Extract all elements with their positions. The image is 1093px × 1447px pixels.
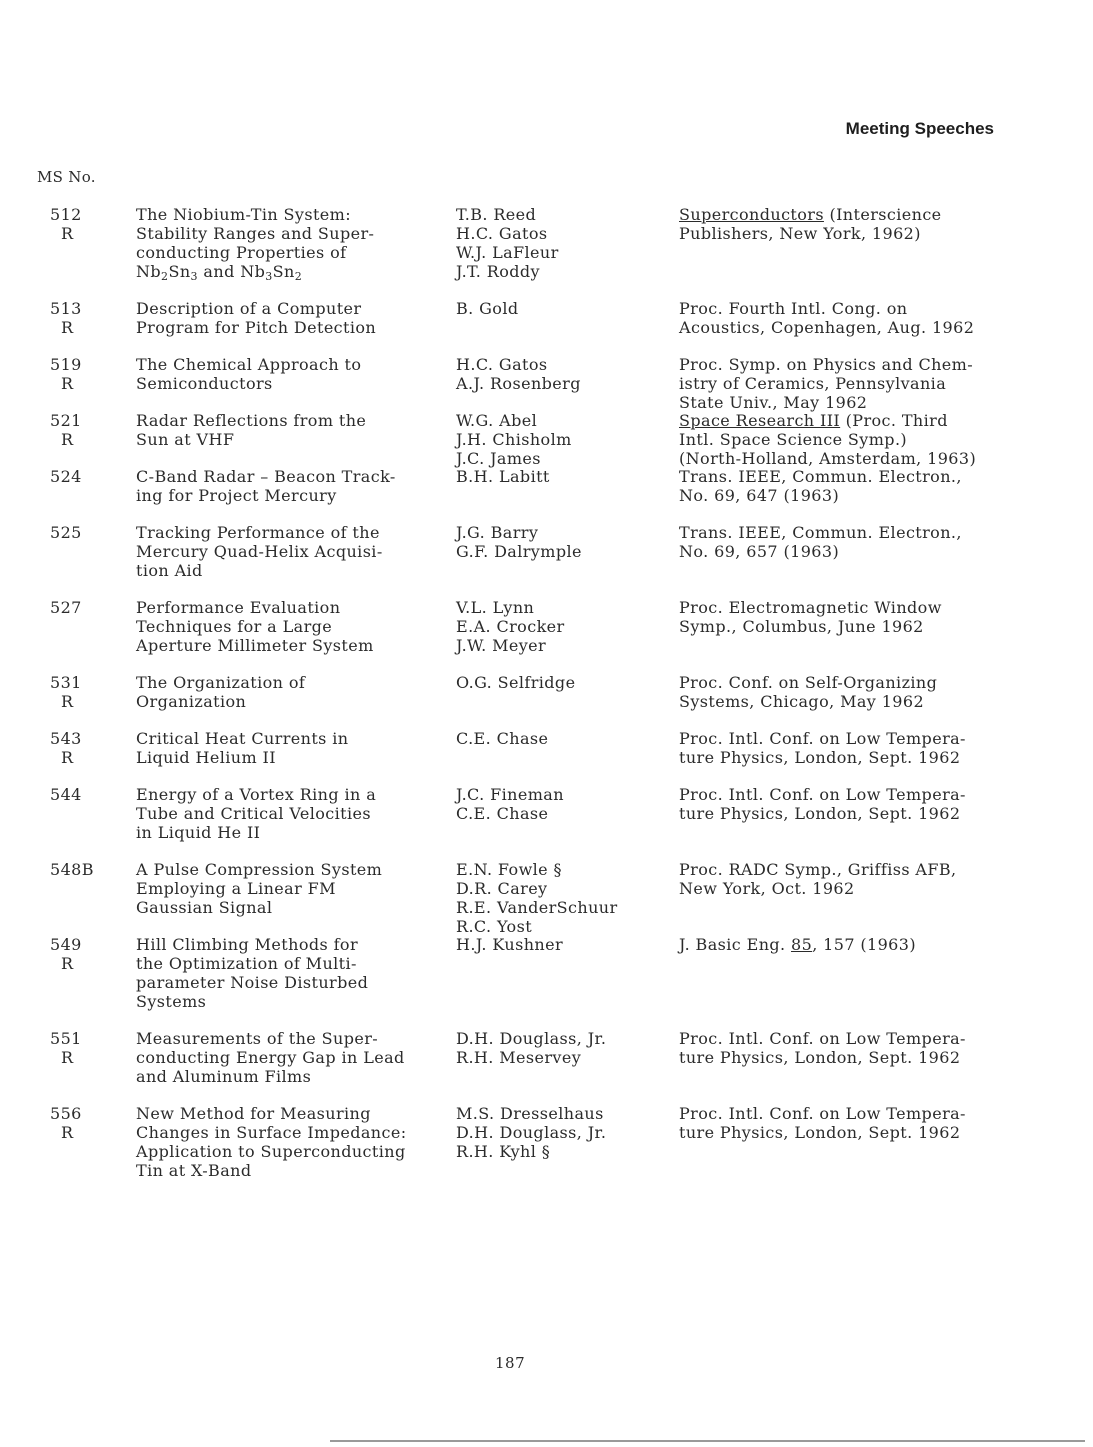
formula-line — [136, 262, 441, 281]
report-flag: R — [61, 430, 74, 449]
ms-no-label: MS No. — [37, 168, 96, 186]
author-name: D.H. Douglass, Jr. — [456, 1029, 607, 1048]
ms-number — [50, 1104, 110, 1142]
publication-rest: , 157 (1963) — [812, 935, 916, 954]
author-name: J.W. Meyer — [456, 636, 547, 655]
author-name: R.C. Yost — [456, 917, 533, 936]
author-name: V.L. Lynn — [456, 598, 535, 617]
publication-line: ture Physics, London, Sept. 1962 — [679, 804, 961, 823]
title-line: A Pulse Compression System — [136, 860, 383, 879]
publication-line: Symp., Columbus, June 1962 — [679, 617, 924, 636]
publication-line: ture Physics, London, Sept. 1962 — [679, 1123, 961, 1142]
author-name: A.J. Rosenberg — [456, 374, 581, 393]
speech-title — [136, 205, 441, 281]
publication — [679, 860, 1059, 898]
publication-line: Proc. Intl. Conf. on Low Tempera- — [679, 1029, 966, 1048]
author-name: G.F. Dalrymple — [456, 542, 582, 561]
report-flag: R — [61, 954, 74, 973]
list-item — [0, 785, 1093, 842]
list-item — [0, 598, 1093, 655]
ms-number — [50, 1029, 110, 1067]
list-item — [0, 1029, 1093, 1086]
authors — [456, 673, 666, 692]
formula-sub: 3 — [190, 270, 198, 283]
publication-line: Trans. IEEE, Commun. Electron., — [679, 523, 962, 542]
author-name: R.H. Meservey — [456, 1048, 582, 1067]
list-item — [0, 860, 1093, 936]
speech-title — [136, 598, 441, 655]
author-name: J.G. Barry — [456, 523, 539, 542]
author-name: B.H. Labitt — [456, 467, 550, 486]
publication-line: (North-Holland, Amsterdam, 1963) — [679, 449, 977, 468]
authors — [456, 205, 666, 281]
publication-line: Proc. Intl. Conf. on Low Tempera- — [679, 729, 966, 748]
publication-line: Trans. IEEE, Commun. Electron., — [679, 467, 962, 486]
authors — [456, 598, 666, 655]
speech-title — [136, 467, 441, 505]
ms-number-value: 549 — [50, 935, 82, 954]
author-name: H.C. Gatos — [456, 224, 548, 243]
publication-line — [679, 935, 1059, 954]
author-name: T.B. Reed — [456, 205, 537, 224]
publication-line: Acoustics, Copenhagen, Aug. 1962 — [679, 318, 975, 337]
publication-line: New York, Oct. 1962 — [679, 879, 855, 898]
author-name: E.A. Crocker — [456, 617, 565, 636]
ms-number-value: 543 — [50, 729, 82, 748]
title-line: tion Aid — [136, 561, 203, 580]
formula-sub: 3 — [265, 270, 273, 283]
ms-number-value: 531 — [50, 673, 82, 692]
ms-number-value: 527 — [50, 598, 82, 617]
ms-number-value: 548B — [50, 860, 94, 879]
title-line: Tracking Performance of the — [136, 523, 380, 542]
title-line: in Liquid He II — [136, 823, 261, 842]
title-line: conducting Properties of — [136, 243, 347, 262]
publication-line: No. 69, 657 (1963) — [679, 542, 840, 561]
title-line: Description of a Computer — [136, 299, 362, 318]
author-name: M.S. Dresselhaus — [456, 1104, 604, 1123]
publication — [679, 467, 1059, 505]
page-header: Meeting Speeches — [845, 119, 994, 138]
title-line: Sun at VHF — [136, 430, 235, 449]
ms-number-value: 525 — [50, 523, 82, 542]
title-line: Radar Reflections from the — [136, 411, 367, 430]
author-name: R.H. Kyhl § — [456, 1142, 551, 1161]
publication-line: No. 69, 647 (1963) — [679, 486, 840, 505]
title-line: Liquid Helium II — [136, 748, 276, 767]
author-name: R.E. VanderSchuur — [456, 898, 618, 917]
publication-line: Proc. Electromagnetic Window — [679, 598, 942, 617]
title-line: ing for Project Mercury — [136, 486, 337, 505]
title-line: Energy of a Vortex Ring in a — [136, 785, 377, 804]
publication-rest: (Proc. Third — [840, 411, 948, 430]
title-line: The Organization of — [136, 673, 306, 692]
formula-part: Nb — [240, 262, 266, 281]
publication-line: Proc. RADC Symp., Griffiss AFB, — [679, 860, 957, 879]
authors — [456, 411, 666, 468]
speech-title — [136, 1104, 441, 1180]
publication-rest: (Interscience — [823, 205, 942, 224]
report-flag: R — [61, 224, 74, 243]
speech-title — [136, 299, 441, 337]
title-line: The Niobium-Tin System: — [136, 205, 352, 224]
list-item — [0, 523, 1093, 580]
ms-number — [50, 729, 110, 767]
report-flag: R — [61, 748, 74, 767]
formula-part: Nb — [136, 262, 162, 281]
authors — [456, 355, 666, 393]
ms-number — [50, 860, 110, 879]
author-name: D.H. Douglass, Jr. — [456, 1123, 607, 1142]
list-item — [0, 355, 1093, 412]
title-line: Measurements of the Super- — [136, 1029, 379, 1048]
title-line: Systems — [136, 992, 207, 1011]
publication — [679, 355, 1059, 412]
speech-title — [136, 1029, 441, 1086]
authors — [456, 1104, 666, 1161]
title-line: Techniques for a Large — [136, 617, 333, 636]
publication — [679, 523, 1059, 561]
ms-number — [50, 299, 110, 337]
report-flag: R — [61, 318, 74, 337]
list-item — [0, 205, 1093, 281]
author-name: O.G. Selfridge — [456, 673, 576, 692]
speech-title — [136, 673, 441, 711]
publication — [679, 598, 1059, 636]
ms-number-value: 556 — [50, 1104, 82, 1123]
list-item — [0, 411, 1093, 468]
publication-underlined: 85 — [791, 935, 813, 954]
author-name: J.C. Fineman — [456, 785, 564, 804]
formula-sub: 2 — [294, 270, 303, 283]
formula-part: Sn — [168, 262, 191, 281]
title-line: parameter Noise Disturbed — [136, 973, 369, 992]
publication — [679, 411, 1059, 468]
authors — [456, 935, 666, 954]
page-number: 187 — [495, 1354, 526, 1372]
title-line: Organization — [136, 692, 247, 711]
publication-line: Proc. Intl. Conf. on Low Tempera- — [679, 785, 966, 804]
title-line: The Chemical Approach to — [136, 355, 362, 374]
ms-number-value: 524 — [50, 467, 82, 486]
list-item — [0, 299, 1093, 337]
publication — [679, 1029, 1059, 1067]
author-name: B. Gold — [456, 299, 519, 318]
author-name: H.C. Gatos — [456, 355, 548, 374]
publication-line: Proc. Intl. Conf. on Low Tempera- — [679, 1104, 966, 1123]
author-name: J.T. Roddy — [456, 262, 540, 281]
author-name: E.N. Fowle § — [456, 860, 562, 879]
publication-line: State Univ., May 1962 — [679, 393, 868, 412]
author-name: J.C. James — [456, 449, 541, 468]
author-name: W.G. Abel — [456, 411, 538, 430]
title-line: Critical Heat Currents in — [136, 729, 349, 748]
publication — [679, 299, 1059, 337]
author-name: C.E. Chase — [456, 729, 549, 748]
speech-title — [136, 355, 441, 393]
authors — [456, 523, 666, 561]
speech-title — [136, 860, 441, 917]
speech-list — [0, 205, 1093, 1198]
bottom-rule — [330, 1440, 1085, 1442]
publication-line: Intl. Space Science Symp.) — [679, 430, 908, 449]
author-name: J.H. Chisholm — [456, 430, 572, 449]
ms-number — [50, 205, 110, 243]
report-flag: R — [61, 1123, 74, 1142]
publication-line: Publishers, New York, 1962) — [679, 224, 921, 243]
ms-number-value: 551 — [50, 1029, 82, 1048]
publication — [679, 729, 1059, 767]
ms-number — [50, 935, 110, 973]
list-item — [0, 1104, 1093, 1180]
ms-number-value: 513 — [50, 299, 82, 318]
title-line: and Aluminum Films — [136, 1067, 312, 1086]
publication — [679, 1104, 1059, 1142]
publication-underlined: Superconductors — [679, 205, 824, 224]
report-flag: R — [61, 692, 74, 711]
report-flag: R — [61, 1048, 74, 1067]
title-line: Aperture Millimeter System — [136, 636, 374, 655]
speech-title — [136, 785, 441, 842]
title-line: Changes in Surface Impedance: — [136, 1123, 407, 1142]
ms-number — [50, 598, 110, 617]
title-line: Gaussian Signal — [136, 898, 273, 917]
publication-line — [679, 411, 1059, 430]
title-line: Hill Climbing Methods for — [136, 935, 358, 954]
formula-and: and — [197, 262, 241, 281]
publication — [679, 673, 1059, 711]
author-name: W.J. LaFleur — [456, 243, 559, 262]
publication-line: ture Physics, London, Sept. 1962 — [679, 1048, 961, 1067]
publication-line: Proc. Fourth Intl. Cong. on — [679, 299, 908, 318]
list-item — [0, 935, 1093, 1011]
title-line: Tube and Critical Velocities — [136, 804, 372, 823]
title-line: Program for Pitch Detection — [136, 318, 377, 337]
authors — [456, 299, 666, 318]
title-line: conducting Energy Gap in Lead — [136, 1048, 405, 1067]
title-line: Tin at X-Band — [136, 1161, 252, 1180]
ms-number — [50, 673, 110, 711]
ms-number — [50, 523, 110, 542]
ms-number — [50, 785, 110, 804]
speech-title — [136, 729, 441, 767]
publication — [679, 785, 1059, 823]
speech-title — [136, 935, 441, 1011]
publication-line: Systems, Chicago, May 1962 — [679, 692, 925, 711]
publication-line: Proc. Symp. on Physics and Chem- — [679, 355, 974, 374]
author-name: H.J. Kushner — [456, 935, 564, 954]
ms-number — [50, 411, 110, 449]
list-item — [0, 729, 1093, 767]
formula-sub: 2 — [161, 270, 169, 283]
title-line: C-Band Radar – Beacon Track- — [136, 467, 396, 486]
publication-prefix: J. Basic Eng. — [679, 935, 792, 954]
title-line: Employing a Linear FM — [136, 879, 336, 898]
publication — [679, 935, 1059, 954]
ms-number-value: 544 — [50, 785, 82, 804]
publication-line: istry of Ceramics, Pennsylvania — [679, 374, 947, 393]
author-name: D.R. Carey — [456, 879, 548, 898]
title-line: New Method for Measuring — [136, 1104, 371, 1123]
ms-number-value: 512 — [50, 205, 82, 224]
title-line: Application to Superconducting — [136, 1142, 406, 1161]
list-item — [0, 467, 1093, 505]
ms-number — [50, 467, 110, 486]
title-line: Stability Ranges and Super- — [136, 224, 375, 243]
title-line: Semiconductors — [136, 374, 273, 393]
publication-line — [679, 205, 1059, 224]
authors — [456, 729, 666, 748]
ms-number-value: 521 — [50, 411, 82, 430]
publication-underlined: Space Research III — [679, 411, 841, 430]
authors — [456, 785, 666, 823]
title-line: the Optimization of Multi- — [136, 954, 357, 973]
authors — [456, 467, 666, 486]
ms-number — [50, 355, 110, 393]
publication-line: Proc. Conf. on Self-Organizing — [679, 673, 938, 692]
speech-title — [136, 411, 441, 449]
formula-part: Sn — [272, 262, 295, 281]
title-line: Mercury Quad-Helix Acquisi- — [136, 542, 383, 561]
authors — [456, 1029, 666, 1067]
report-flag: R — [61, 374, 74, 393]
list-item — [0, 673, 1093, 711]
authors — [456, 860, 666, 936]
publication — [679, 205, 1059, 243]
speech-title — [136, 523, 441, 580]
author-name: C.E. Chase — [456, 804, 549, 823]
title-line: Performance Evaluation — [136, 598, 341, 617]
ms-number-value: 519 — [50, 355, 82, 374]
publication-line: ture Physics, London, Sept. 1962 — [679, 748, 961, 767]
